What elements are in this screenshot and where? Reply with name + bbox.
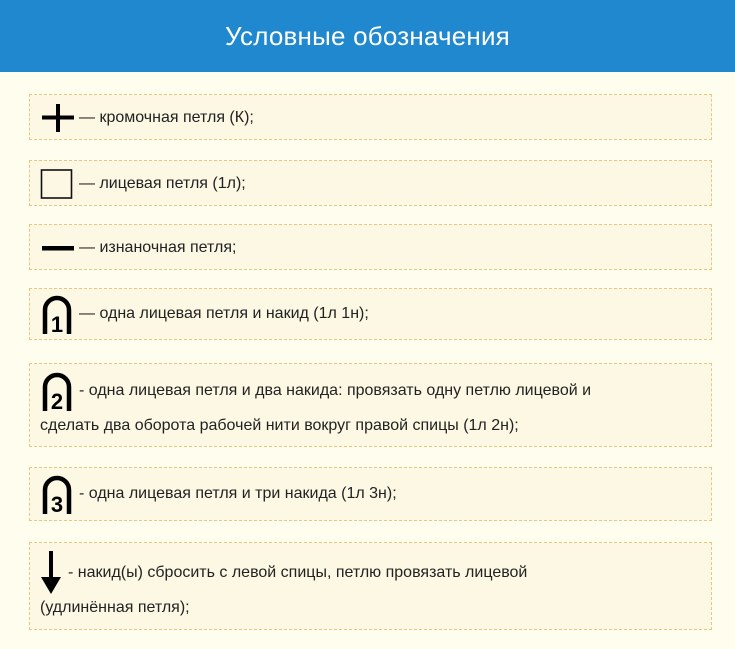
legend-item-text: - одна лицевая петля и два накида: провязать одну петлю лицевой и: [79, 382, 592, 399]
empty-square-icon: [40, 169, 74, 199]
page-title: Условные обозначения: [225, 20, 510, 51]
arch-1-icon: [40, 294, 74, 334]
arch-2-icon: [40, 371, 74, 411]
legend-item-2-yo: [29, 363, 712, 447]
arch-glyph: 3: [50, 492, 64, 514]
legend-item-selvage: [29, 94, 712, 140]
arch-glyph: 1: [50, 312, 64, 334]
legend-item-text: - накид(ы) сбросить с левой спицы, петлю провязать лицевой: [68, 564, 528, 581]
dash-icon: [40, 238, 76, 258]
legend-item-text: - одна лицевая петля и три накида (1л 3н);: [79, 485, 397, 502]
legend-item-3-yo: [29, 467, 712, 521]
down-arrow-icon: [40, 551, 62, 595]
legend-item-text-line2: сделать два оборота рабочей нити вокруг правой спицы (1л 2н);: [40, 417, 519, 434]
legend-item-text-line2: (удлинённая петля);: [40, 599, 190, 616]
legend-item-text: — одна лицевая петля и накид (1л 1н);: [79, 305, 369, 322]
arch-3-icon: [40, 474, 74, 514]
page-header: [0, 0, 735, 72]
legend-item-drop-yo: [29, 542, 712, 630]
plus-icon: [40, 104, 76, 132]
arch-glyph: 2: [50, 389, 64, 411]
legend-item-text: — изнаночная петля;: [79, 239, 237, 256]
legend-item-1-yo: [29, 288, 712, 340]
legend-item-text: — кромочная петля (К);: [79, 109, 254, 126]
legend-item-knit: [29, 160, 712, 206]
legend-item-purl: [29, 224, 712, 270]
legend-item-text: — лицевая петля (1л);: [79, 175, 246, 192]
